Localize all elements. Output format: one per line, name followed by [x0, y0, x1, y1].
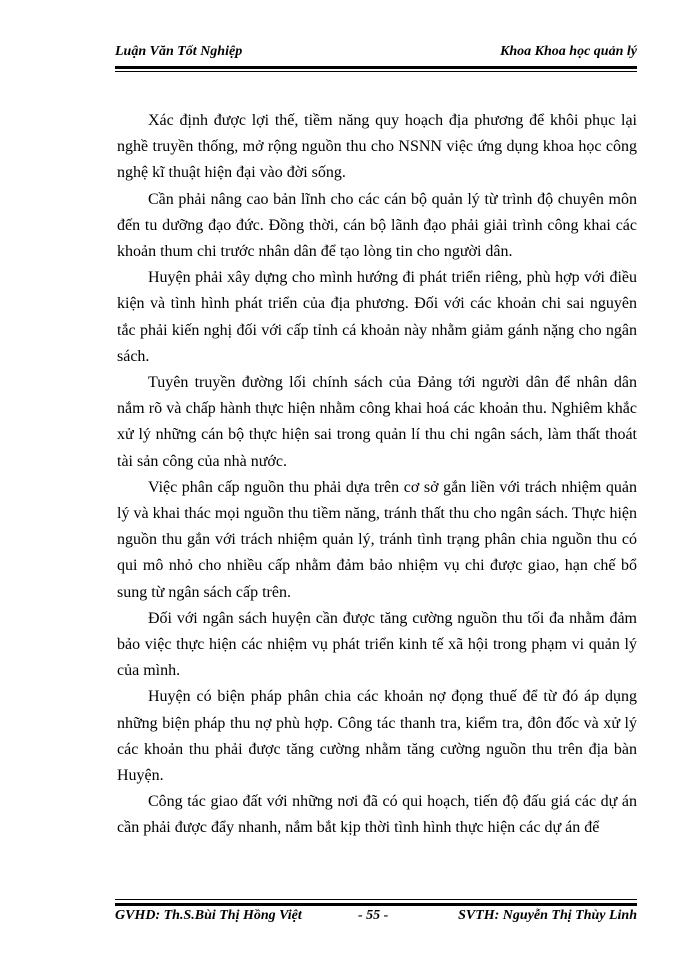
- paragraph: Công tác giao đất với những nơi đã có qui hoạch, tiến độ đấu giá các dự án cần phải được đẩy nhanh, nắm bắt kịp thời tình hình thực hiện các dự án để: [117, 793, 637, 837]
- body-text: [117, 108, 637, 842]
- paragraph: Việc phân cấp nguồn thu phải dựa trên cơ sở gắn liền với trách nhiệm quản lý và khai thác mọi nguồn thu tiềm năng, tránh thất thu cho ngân sách. Thực hiện nguồn thu gắn với trách nhiệm quản lý, tránh tình trạng phân chia nguồn thu có qui mô nhỏ cho nhiều cấp nhằm đảm bảo nhiệm vụ chi được giao, hạn chế bổ sung từ ngân sách cấp trên.: [117, 478, 637, 601]
- header-thesis-title: Luận Văn Tốt Nghiệp: [115, 44, 243, 59]
- footer-student: SVTH: Nguyễn Thị Thùy Linh: [458, 908, 637, 923]
- paragraph: Tuyên truyền đường lối chính sách của Đảng tới người dân để nhân dân nắm rõ và chấp hành thực hiện nhằm công khai hoá các khoản thu. Nghiêm khắc xử lý những cán bộ thực hiện sai trong quản lí thu chi ngân sách, làm thất thoát tài sản công của nhà nước.: [117, 374, 637, 470]
- page-footer: [115, 906, 637, 928]
- page-number: - 55 -: [358, 908, 389, 923]
- footer-supervisor: GVHD: Th.S.Bùi Thị Hồng Việt: [115, 908, 302, 923]
- header-faculty: Khoa Khoa học quản lý: [500, 44, 637, 59]
- paragraph: Xác định được lợi thế, tiềm năng quy hoạch địa phương để khôi phục lại nghề truyền thống, mở rộng nguồn thu cho NSNN việc ứng dụng khoa học công nghệ kĩ thuật hiện đại vào đời sống.: [117, 112, 637, 182]
- footer-rule-thin: [115, 899, 637, 900]
- header-rule-thin: [115, 71, 637, 72]
- paragraph: Huyện phải xây dựng cho mình hướng đi phát triển riêng, phù hợp với điều kiện và tình hình phát triển của địa phương. Đối với các khoản chi sai nguyên tắc phải kiến nghị đối với cấp tỉnh cá khoản này nhằm giảm gánh nặng cho ngân sách.: [117, 269, 637, 365]
- paragraph: Huyện có biện pháp phân chia các khoản nợ đọng thuế để từ đó áp dụng những biện pháp thu nợ phù hợp. Công tác thanh tra, kiểm tra, đôn đốc và xử lý các khoản thu phải được tăng cường nhằm tăng cường nguồn thu trên địa bàn Huyện.: [117, 688, 637, 785]
- paragraph: Đối với ngân sách huyện cần được tăng cường nguồn thu tối đa nhằm đảm bảo việc thực hiện các nhiệm vụ phát triển kinh tế xã hội trong phạm vi quản lý của mình.: [117, 609, 637, 680]
- page-header: [115, 38, 637, 66]
- header-rule-thick: [115, 66, 637, 69]
- paragraph: Cần phải nâng cao bản lĩnh cho các cán bộ quản lý từ trình độ chuyên môn đến tu dưỡng đạo đức. Đồng thời, cán bộ lãnh đạo phải giải trình công khai các khoản thum chi trước nhân dân để tạo lòng tin cho người dân.: [117, 190, 637, 261]
